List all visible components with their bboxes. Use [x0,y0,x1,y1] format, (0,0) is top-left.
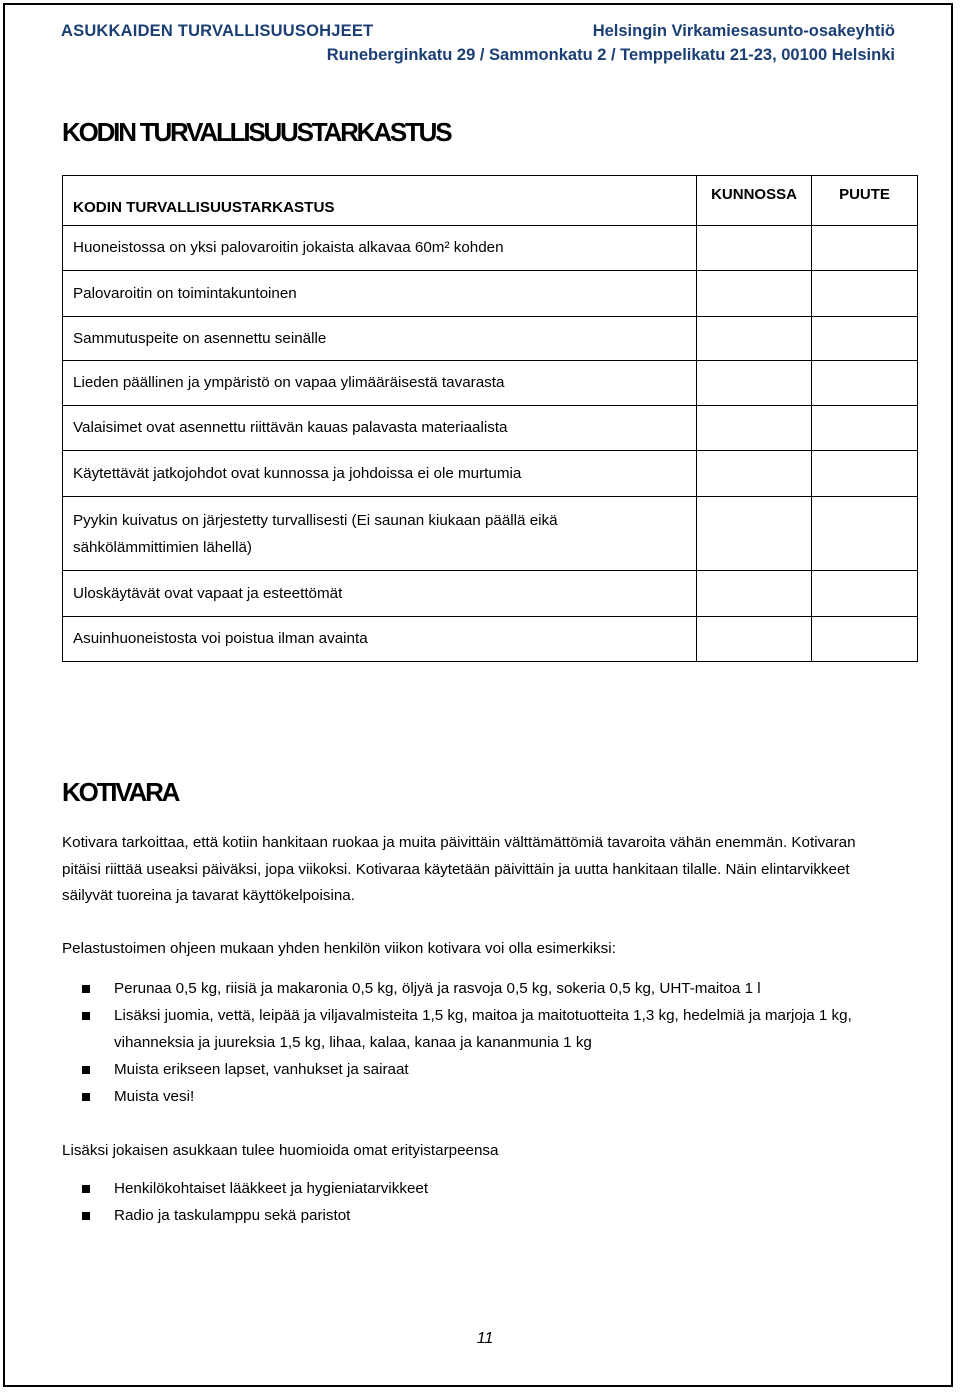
check-item: Uloskäytävät ovat vapaat ja esteettömät [63,571,697,617]
list-item: Muista erikseen lapset, vanhukset ja sairaat [82,1056,902,1083]
fault-cell[interactable] [812,451,918,497]
column-header-fault: PUUTE [812,176,918,226]
bullet-square-icon [82,985,90,993]
table-row [63,406,918,451]
list-item: Muista vesi! [82,1083,902,1110]
bullet-square-icon [82,1012,90,1020]
bullet-square-icon [82,1066,90,1074]
document-page [3,3,953,1387]
fault-cell[interactable] [812,617,918,662]
section-heading-home-supply: KOTIVARA [62,777,179,807]
fault-cell[interactable] [812,226,918,271]
table-row [63,617,918,662]
ok-cell[interactable] [697,497,812,571]
bullet-square-icon [82,1093,90,1101]
bullet-square-icon [82,1185,90,1193]
inspection-table-header [63,176,918,226]
check-item: Pyykin kuivatus on järjestetty turvallisesti (Ei saunan kiukaan päällä eikä sähkölämmittimien lähellä) [63,497,697,571]
fault-cell[interactable] [812,406,918,451]
column-header-ok: KUNNOSSA [697,176,812,226]
list-item: Perunaa 0,5 kg, riisiä ja makaronia 0,5 kg, öljyä ja rasvoja 0,5 kg, sokeria 0,5 kg, UHT-maitoa 1 l [82,975,902,1002]
ok-cell[interactable] [697,361,812,406]
header-address: Runeberginkatu 29 / Sammonkatu 2 / Temppelikatu 21-23, 00100 Helsinki [326,46,895,64]
special-needs-list [82,1175,902,1229]
list-item: Henkilökohtaiset lääkkeet ja hygieniatarvikkeet [82,1175,902,1202]
check-item: Palovaroitin on toimintakuntoinen [63,271,697,317]
list-item: Lisäksi juomia, vettä, leipää ja viljavalmisteita 1,5 kg, maitoa ja maitotuotteita 1,3 kg, hedelmiä ja marjoja 1 kg, vihanneksia ja juureksia 1,5 kg, lihaa, kalaa, kanaa ja kananmunia 1 kg [82,1002,902,1056]
fault-cell[interactable] [812,317,918,361]
check-item: Lieden päällinen ja ympäristö on vapaa ylimääräisestä tavarasta [63,361,697,406]
table-row [63,451,918,497]
ok-cell[interactable] [697,451,812,497]
supply-example-list [82,975,902,1110]
ok-cell[interactable] [697,226,812,271]
ok-cell[interactable] [697,271,812,317]
inspection-header-label: KODIN TURVALLISUUSTARKASTUS [63,176,697,226]
page-number: 11 [476,1330,494,1347]
needs-lead: Lisäksi jokaisen asukkaan tulee huomioida omat erityistarpeensa [62,1142,499,1159]
bullet-square-icon [82,1212,90,1220]
check-item: Asuinhuoneistosta voi poistua ilman avainta [63,617,697,662]
table-row [63,361,918,406]
header-document-title: ASUKKAIDEN TURVALLISUUSOHJEET [61,22,374,40]
ok-cell[interactable] [697,571,812,617]
page-header [61,19,895,67]
fault-cell[interactable] [812,571,918,617]
ok-cell[interactable] [697,317,812,361]
fault-cell[interactable] [812,271,918,317]
home-supply-intro: Kotivara tarkoittaa, että kotiin hankitaan ruokaa ja muita päivittäin välttämättömiä tavaroita vähän enemmän. Kotivaran pitäisi riittää useaksi päiväksi, jopa viikoksi. Kotivaraa käytetään päivittäin ja uutta hankitaan tilalle. Näin elintarvikkeet säilyvät tuoreina ja tavarat käyttökelpoisina. [62,834,856,905]
check-item: Käytettävät jatkojohdot ovat kunnossa ja johdoissa ei ole murtumia [63,451,697,497]
check-item: Valaisimet ovat asennettu riittävän kauas palavasta materiaalista [63,406,697,451]
table-row [63,571,918,617]
table-row [63,271,918,317]
table-row [63,497,918,571]
table-row [63,317,918,361]
example-lead: Pelastustoimen ohjeen mukaan yhden henkilön viikon kotivara voi olla esimerkiksi: [62,940,616,957]
check-item: Huoneistossa on yksi palovaroitin jokaista alkavaa 60m² kohden [63,226,697,271]
ok-cell[interactable] [697,406,812,451]
inspection-table [62,175,918,662]
header-company-name: Helsingin Virkamiesasunto-osakeyhtiö [592,22,895,40]
check-item: Sammutuspeite on asennettu seinälle [63,317,697,361]
fault-cell[interactable] [812,361,918,406]
fault-cell[interactable] [812,497,918,571]
table-row [63,226,918,271]
ok-cell[interactable] [697,617,812,662]
list-item: Radio ja taskulamppu sekä paristot [82,1202,902,1229]
section-heading-inspection: KODIN TURVALLISUUSTARKASTUS [62,117,451,147]
